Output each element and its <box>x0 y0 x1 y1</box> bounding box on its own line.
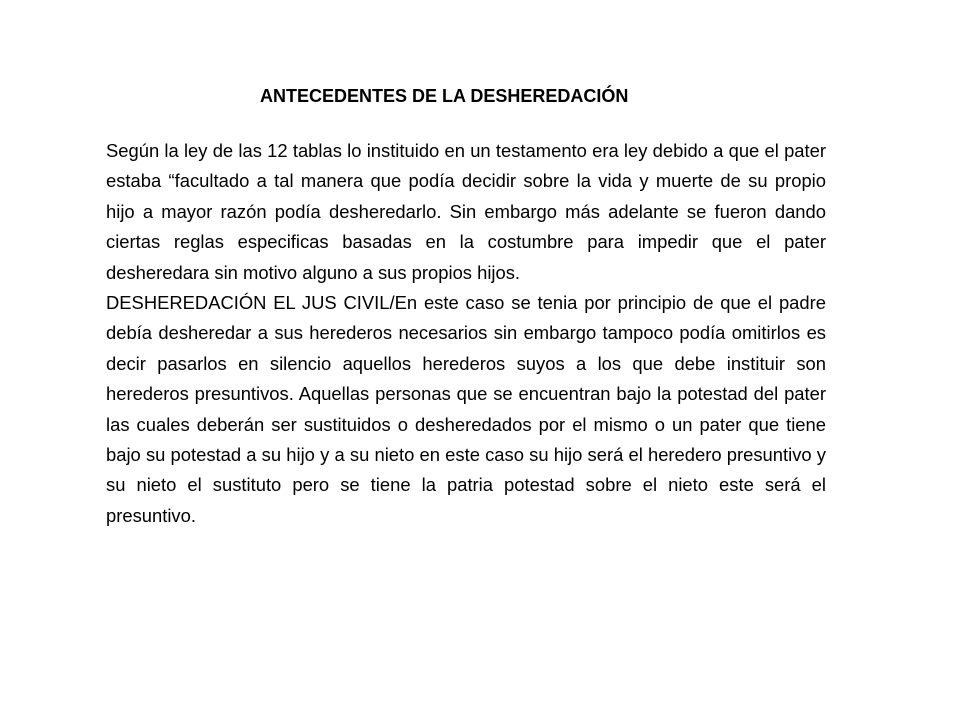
document-title: ANTECEDENTES DE LA DESHEREDACIÓN <box>260 86 629 106</box>
document-body <box>106 136 826 531</box>
paragraph-jus-civil: DESHEREDACIÓN EL JUS CIVIL/En este caso se tenia por principio de que el padre debía desheredar a sus herederos necesarios sin embargo tampoco podía omitirlos es decir pasarlos en silencio aquellos herederos suyos a los que debe instituir son herederos presuntivos. Aquellas personas que se encuentran bajo la potestad del pater las cuales deberán ser sustituidos o desheredados por el mismo o un pater que tiene bajo su potestad a su hijo y a su nieto en este caso su hijo será el heredero presuntivo y su nieto el sustituto pero se tiene la patria potestad sobre el nieto este será el presuntivo. <box>106 292 826 526</box>
paragraph-twelve-tables: Según la ley de las 12 tablas lo instituido en un testamento era ley debido a que el pater estaba “facultado a tal manera que podía decidir sobre la vida y muerte de su propio hijo a mayor razón podía desheredarlo. Sin embargo más adelante se fueron dando ciertas reglas especificas basadas en la costumbre para impedir que el pater desheredara sin motivo alguno a sus propios hijos. <box>106 140 826 283</box>
